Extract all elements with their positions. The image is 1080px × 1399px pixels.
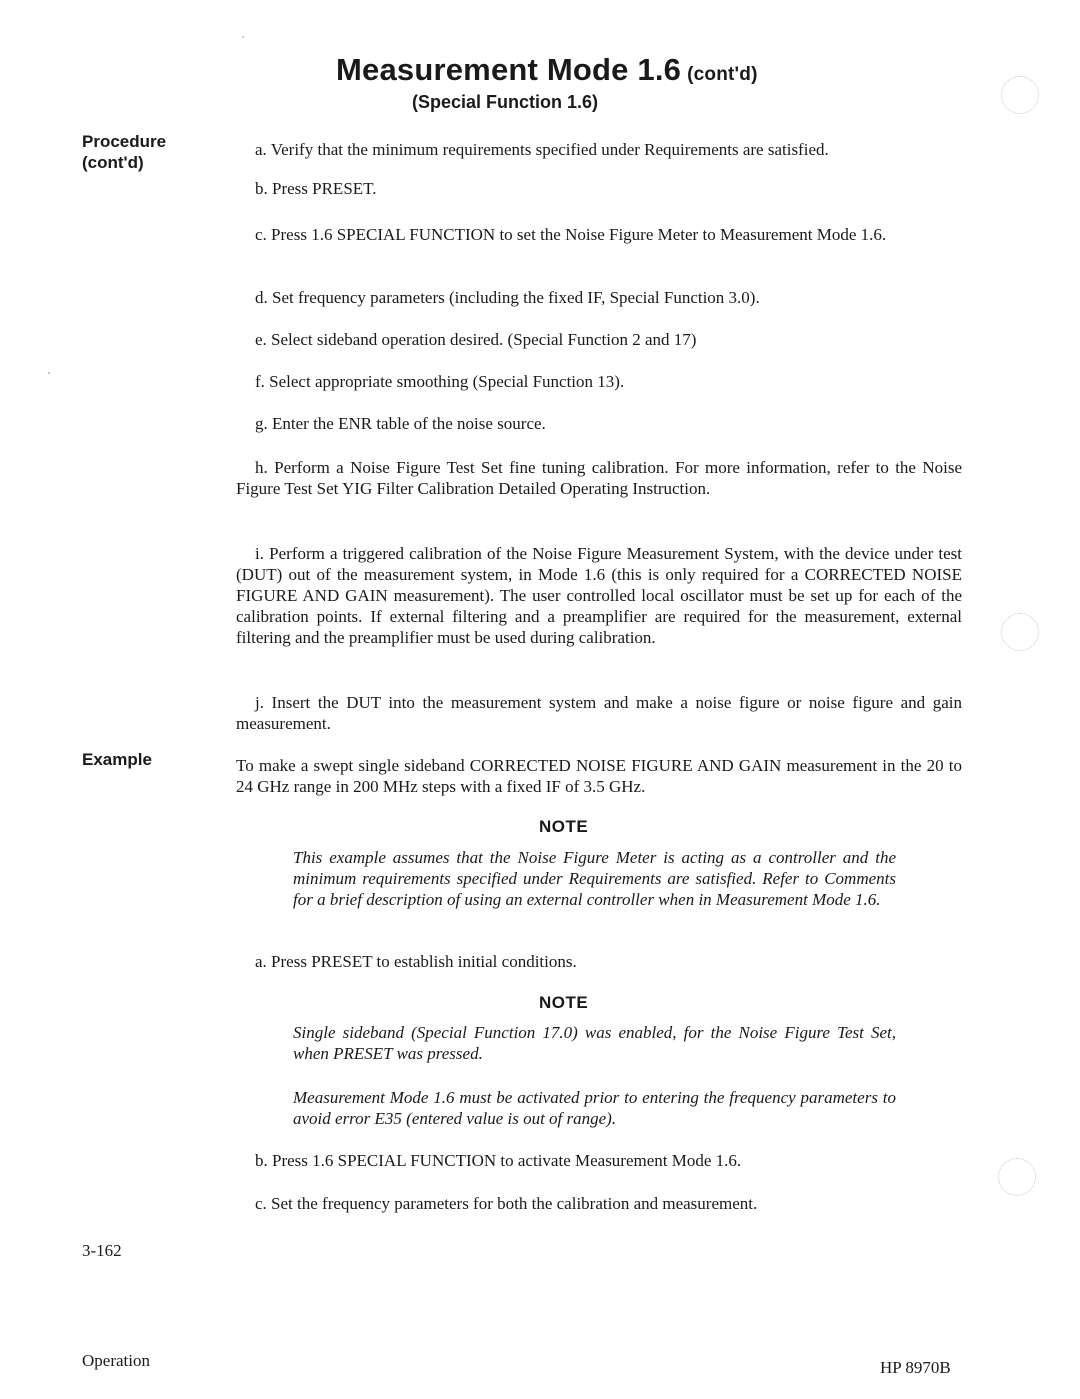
example-step-b: b. Press 1.6 SPECIAL FUNCTION to activate Measurement Mode 1.6.	[255, 1151, 742, 1170]
page-number: 3-162	[82, 1241, 122, 1260]
note-heading: NOTE	[539, 993, 589, 1012]
example-step-c: c. Set the frequency parameters for both the calibration and measurement.	[255, 1194, 758, 1213]
procedure-step-d: d. Set frequency parameters (including the fixed IF, Special Function 3.0).	[255, 288, 760, 307]
procedure-step-a: a. Verify that the minimum requirements specified under Requirements are satisfied.	[255, 140, 829, 159]
scan-speck	[48, 372, 50, 374]
procedure-heading-line1: Procedure	[82, 132, 167, 151]
punch-hole-bottom	[998, 1158, 1036, 1196]
procedure-step-j: j. Insert the DUT into the measurement system and make a noise figure or noise figure and gain measurement.	[236, 693, 962, 733]
procedure-step-e: e. Select sideband operation desired. (Special Function 2 and 17)	[255, 330, 697, 349]
procedure-step-c: c. Press 1.6 SPECIAL FUNCTION to set the Noise Figure Meter to Measurement Mode 1.6.	[255, 225, 887, 244]
note-text: Measurement Mode 1.6 must be activated prior to entering the frequency parameters to avoid error E35 (entered value is out of range).	[293, 1088, 896, 1128]
procedure-step-f: f. Select appropriate smoothing (Special Function 13).	[255, 372, 625, 391]
procedure-step-g: g. Enter the ENR table of the noise source.	[255, 414, 546, 433]
note-heading: NOTE	[539, 817, 589, 836]
page-subtitle: (Special Function 1.6)	[412, 92, 599, 112]
footer-section: Operation	[82, 1351, 150, 1370]
page-title-suffix: (cont'd)	[687, 64, 758, 85]
example-heading: Example	[82, 750, 152, 769]
page-title-text: Measurement Mode 1.6	[336, 52, 682, 87]
procedure-heading-line2: (cont'd)	[82, 153, 144, 172]
punch-hole-middle	[1001, 613, 1039, 651]
note-text: This example assumes that the Noise Figure Meter is acting as a controller and the minimum requirements specified under Requirements are satisfied. Refer to Comments for a brief description of using an external controller when in Measurement Mode 1.6.	[293, 848, 896, 909]
punch-hole-top	[1001, 76, 1039, 114]
procedure-step-i: i. Perform a triggered calibration of the Noise Figure Measurement System, with the device under test (DUT) out of the measurement system, in Mode 1.6 (this is only required for a CORRECTED NOISE FIGURE AND GAIN measurement). The user controlled local oscillator must be set up for each of the calibration points. If external filtering and a preamplifier are required for the measurement, external filtering and the preamplifier must be used during calibration.	[236, 544, 962, 647]
scan-speck	[242, 36, 244, 38]
example-step-a: a. Press PRESET to establish initial conditions.	[255, 952, 577, 971]
example-intro: To make a swept single sideband CORRECTED NOISE FIGURE AND GAIN measurement in the 20 to 24 GHz range in 200 MHz steps with a fixed IF of 3.5 GHz.	[236, 756, 962, 796]
note-text: Single sideband (Special Function 17.0) was enabled, for the Noise Figure Test Set, when PRESET was pressed.	[293, 1023, 896, 1063]
procedure-step-h: h. Perform a Noise Figure Test Set fine tuning calibration. For more information, refer to the Noise Figure Test Set YIG Filter Calibration Detailed Operating Instruction.	[236, 458, 962, 498]
footer-model: HP 8970B	[880, 1358, 951, 1377]
procedure-heading	[82, 131, 166, 173]
page-title	[336, 52, 758, 88]
procedure-step-b: b. Press PRESET.	[255, 179, 377, 198]
